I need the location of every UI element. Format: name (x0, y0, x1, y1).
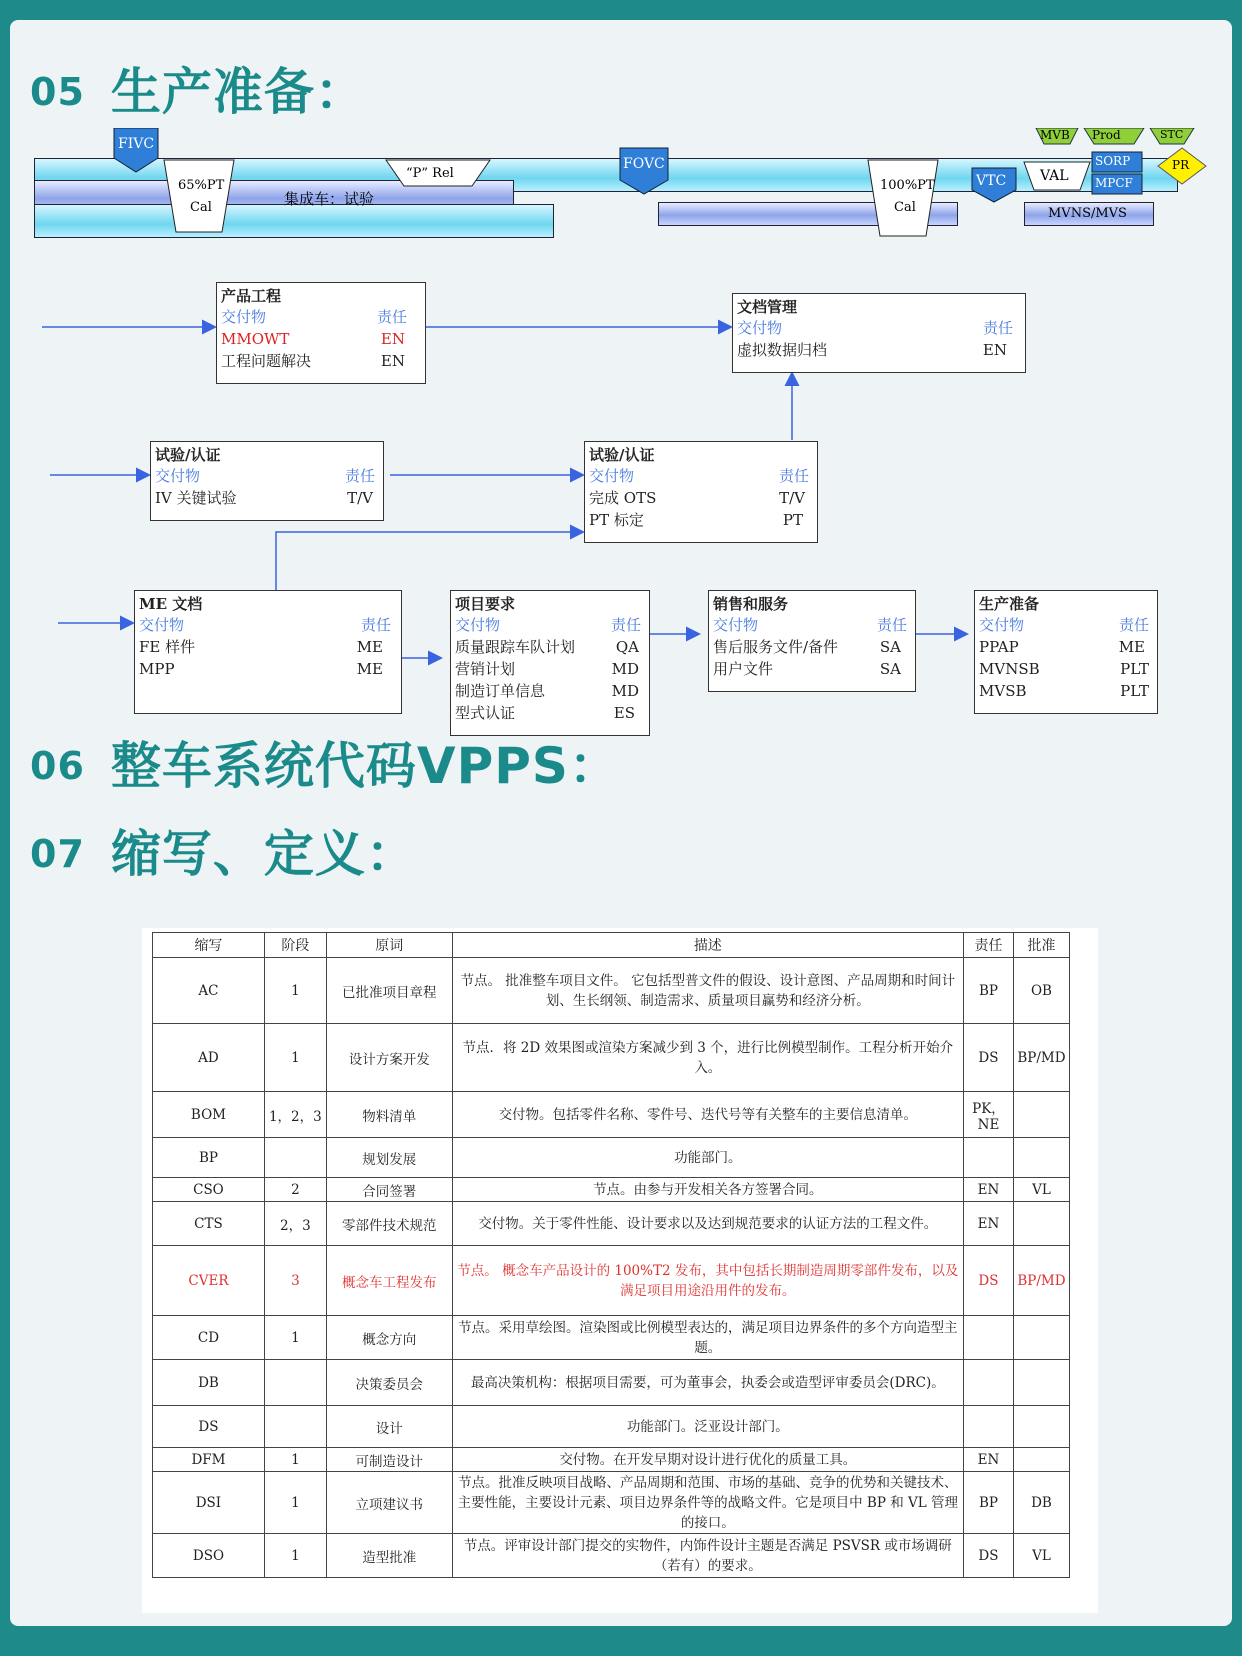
cell-resp: EN (963, 1202, 1013, 1246)
table-row (153, 1406, 1070, 1448)
owner-item: EN (982, 341, 1007, 359)
box-title: 试验/认证 (589, 446, 655, 464)
owner-item: MD (611, 682, 639, 700)
cal100-label-a: 100%PT (880, 178, 935, 193)
owner-header: 责任 (376, 308, 407, 326)
deliverable-item: PPAP (979, 638, 1019, 656)
table-row (153, 958, 1070, 1024)
cell-term: 零部件技术规范 (326, 1202, 452, 1246)
cell-appr (1013, 1092, 1069, 1138)
stc-label: STC (1160, 128, 1184, 141)
owner-item: EN (380, 330, 405, 348)
cell-resp: EN (963, 1448, 1013, 1472)
owner-item: PLT (1120, 660, 1149, 678)
cell-term: 可制造设计 (326, 1448, 452, 1472)
cell-appr: BP/MD (1013, 1024, 1069, 1092)
cell-appr (1013, 1202, 1069, 1246)
cell-abbr: CD (153, 1316, 265, 1360)
deliverable-item: FE 样件 (139, 638, 196, 656)
cell-desc: 节点。评审设计部门提交的实物件，内饰件设计主题是否满足 PSVSR 或市场调研（若有）的要求。 (452, 1534, 963, 1578)
cell-desc: 交付物。关于零件性能、设计要求以及达到规范要求的认证方法的工程文件。 (452, 1202, 963, 1246)
col-header-approval: 批准 (1013, 933, 1069, 958)
cell-resp: DS (963, 1246, 1013, 1316)
cell-abbr: AD (153, 1024, 265, 1092)
cell-abbr: AC (153, 958, 265, 1024)
cell-appr (1013, 1448, 1069, 1472)
cell-appr (1013, 1360, 1069, 1406)
document-management-box (732, 293, 1026, 373)
cell-phase: 1 (264, 1472, 326, 1534)
owner-header: 责任 (778, 467, 809, 485)
cell-phase (264, 1360, 326, 1406)
cell-desc: 节点．将 2D 效果图或渲染方案减少到 3 个，进行比例模型制作。工程分析开始介入。 (452, 1024, 963, 1092)
table-row (153, 1448, 1070, 1472)
deliverable-header: 交付物 (979, 616, 1025, 634)
cell-abbr: BP (153, 1138, 265, 1178)
cell-resp (963, 1360, 1013, 1406)
fovc-label: FOVC (623, 156, 665, 172)
cell-term: 合同签署 (326, 1178, 452, 1202)
cell-desc: 节点。 概念车产品设计的 100%T2 发布，其中包括长期制造周期零部件发布，以及满足项目用途沿用件的发布。 (452, 1246, 963, 1316)
deliverable-item: 质量跟踪车队计划 (455, 638, 576, 656)
deliverable-item: IV 关键试验 (155, 489, 237, 507)
cal100-label-b: Cal (894, 200, 916, 215)
abbreviation-table-panel (142, 928, 1098, 1613)
cell-resp: BP (963, 958, 1013, 1024)
cell-resp (963, 1406, 1013, 1448)
abbreviation-table (152, 932, 1070, 1578)
section-heading-07: 07 缩写、定义： (30, 825, 417, 883)
cell-desc: 交付物。包括零件名称、零件号、迭代号等有关整车的主要信息清单。 (452, 1092, 963, 1138)
col-header-responsible: 责任 (963, 933, 1013, 958)
table-row (153, 1534, 1070, 1578)
box-title: 生产准备 (979, 595, 1040, 613)
cell-resp: PK，NE (963, 1092, 1013, 1138)
owner-header: 责任 (982, 319, 1013, 337)
prel-label: “P” Rel (406, 166, 454, 181)
owner-item: EN (380, 352, 405, 370)
cell-appr: DB (1013, 1472, 1069, 1534)
cell-desc: 功能部门。泛亚设计部门。 (452, 1406, 963, 1448)
deliverable-item: 制造订单信息 (455, 682, 546, 700)
deliverable-item: MVNSB (979, 660, 1040, 678)
deliverable-item: MMOWT (221, 330, 290, 348)
table-row (153, 1202, 1070, 1246)
owner-item: SA (879, 638, 901, 656)
section-heading-06: 06 整车系统代码VPPS： (30, 737, 620, 795)
sales-service-box (708, 590, 916, 692)
deliverable-item: MVSB (979, 682, 1027, 700)
fivc-label: FIVC (118, 136, 155, 152)
cell-appr (1013, 1406, 1069, 1448)
owner-item: T/V (347, 489, 373, 507)
table-row (153, 1092, 1070, 1138)
table-row (153, 1138, 1070, 1178)
table-row (153, 1246, 1070, 1316)
deliverable-item: MPP (139, 660, 175, 678)
cell-phase: 1 (264, 1448, 326, 1472)
cell-term: 物料清单 (326, 1092, 452, 1138)
owner-item: ES (613, 704, 635, 722)
cell-abbr: DSO (153, 1534, 265, 1578)
cell-phase (264, 1406, 326, 1448)
cell-term: 规划发展 (326, 1138, 452, 1178)
prod-label: Prod (1092, 128, 1121, 142)
cell-phase: 1，2，3 (264, 1092, 326, 1138)
cal65-label-b: Cal (190, 200, 212, 215)
owner-item: MD (611, 660, 639, 678)
cell-desc: 节点。 批准整车项目文件。 它包括型普文件的假设、设计意图、产品周期和时间计划、生长纲领、制造需求、质量项目赢势和经济分析。 (452, 958, 963, 1024)
deliverable-item: 售后服务文件/备件 (713, 638, 839, 656)
box-title: 文档管理 (737, 298, 798, 316)
cell-appr (1013, 1138, 1069, 1178)
box-title: ME 文档 (139, 595, 203, 613)
cell-term: 设计 (326, 1406, 452, 1448)
mpcf-label: MPCF (1095, 176, 1133, 190)
owner-header: 责任 (876, 616, 907, 634)
cell-term: 立项建议书 (326, 1472, 452, 1534)
deliverable-header: 交付物 (155, 467, 201, 485)
deliverable-item: 用户文件 (713, 660, 774, 678)
product-engineering-box (216, 282, 426, 384)
deliverable-item: 营销计划 (455, 660, 516, 678)
owner-item: SA (879, 660, 901, 678)
col-header-description: 描述 (452, 933, 963, 958)
cell-desc: 节点。采用草绘图。渲染图或比例模型表达的，满足项目边界条件的多个方向造型主题。 (452, 1316, 963, 1360)
cell-abbr: CSO (153, 1178, 265, 1202)
table-row (153, 1316, 1070, 1360)
cell-term: 概念方向 (326, 1316, 452, 1360)
cell-phase: 2，3 (264, 1202, 326, 1246)
test-certification-box-left (150, 441, 384, 521)
cell-abbr: DS (153, 1406, 265, 1448)
box-title: 产品工程 (221, 287, 282, 305)
cell-term: 造型批准 (326, 1534, 452, 1578)
owner-header: 责任 (344, 467, 375, 485)
owner-header: 责任 (1118, 616, 1149, 634)
mvb-label: MVB (1040, 128, 1070, 142)
cell-resp: BP (963, 1472, 1013, 1534)
cell-appr: VL (1013, 1534, 1069, 1578)
cell-term: 已批准项目章程 (326, 958, 452, 1024)
deliverable-header: 交付物 (221, 308, 267, 326)
box-title: 项目要求 (455, 595, 516, 613)
cell-resp: EN (963, 1178, 1013, 1202)
owner-header: 责任 (610, 616, 641, 634)
cell-desc: 最高决策机构：根据项目需要，可为董事会，执委会或造型评审委员会(DRC)。 (452, 1360, 963, 1406)
production-preparation-box (974, 590, 1158, 714)
project-requirements-box (450, 590, 650, 736)
sorp-label: SORP (1095, 154, 1131, 168)
deliverable-header: 交付物 (713, 616, 759, 634)
col-header-term: 原词 (326, 933, 452, 958)
me-document-box (134, 590, 402, 714)
deliverable-header: 交付物 (455, 616, 501, 634)
owner-header: 责任 (360, 616, 391, 634)
cell-resp: DS (963, 1024, 1013, 1092)
cell-appr: VL (1013, 1178, 1069, 1202)
cell-desc: 节点。由参与开发相关各方签署合同。 (452, 1178, 963, 1202)
cell-resp (963, 1138, 1013, 1178)
cell-desc: 功能部门。 (452, 1138, 963, 1178)
cell-appr: BP/MD (1013, 1246, 1069, 1316)
box-title: 试验/认证 (155, 446, 221, 464)
owner-item: QA (615, 638, 639, 656)
cell-phase: 1 (264, 1024, 326, 1092)
col-header-phase: 阶段 (264, 933, 326, 958)
deliverable-header: 交付物 (139, 616, 185, 634)
cell-desc: 交付物。在开发早期对设计进行优化的质量工具。 (452, 1448, 963, 1472)
vtc-label: VTC (976, 173, 1007, 189)
table-row (153, 1024, 1070, 1092)
owner-item: ME (356, 638, 383, 656)
table-header-row (153, 933, 1070, 958)
table-row (153, 1178, 1070, 1202)
cell-term: 设计方案开发 (326, 1024, 452, 1092)
deliverable-item: PT 标定 (589, 511, 644, 529)
pr-label: PR (1172, 158, 1190, 172)
cell-phase: 1 (264, 958, 326, 1024)
val-label: VAL (1040, 168, 1069, 184)
cell-resp (963, 1316, 1013, 1360)
section-heading-05: 05 生产准备： (30, 63, 366, 121)
cell-phase: 1 (264, 1534, 326, 1578)
cell-abbr: CVER (153, 1246, 265, 1316)
cell-phase: 1 (264, 1316, 326, 1360)
col-header-abbr: 缩写 (153, 933, 265, 958)
test-certification-box-right (584, 441, 818, 543)
cell-abbr: CTS (153, 1202, 265, 1246)
cell-abbr: DFM (153, 1448, 265, 1472)
cell-appr (1013, 1316, 1069, 1360)
owner-item: PT (782, 511, 803, 529)
cell-resp: DS (963, 1534, 1013, 1578)
owner-item: ME (356, 660, 383, 678)
cell-abbr: BOM (153, 1092, 265, 1138)
cell-phase: 2 (264, 1178, 326, 1202)
cell-desc: 节点。批准反映项目战略、产品周期和范围、市场的基础、竞争的优势和关键技术、主要性能，主要设计元素、项目边界条件等的战略文件。它是项目中 BP 和 VL 管理的接口。 (452, 1472, 963, 1534)
box-title: 销售和服务 (713, 595, 789, 613)
cell-appr: OB (1013, 958, 1069, 1024)
table-row (153, 1360, 1070, 1406)
cell-abbr: DB (153, 1360, 265, 1406)
deliverable-header: 交付物 (589, 467, 635, 485)
cell-phase: 3 (264, 1246, 326, 1316)
cal65-label-a: 65%PT (178, 178, 225, 193)
cell-term: 概念车工程发布 (326, 1246, 452, 1316)
cell-phase (264, 1138, 326, 1178)
mvns-label: MVNS/MVS (1048, 206, 1127, 221)
owner-item: ME (1118, 638, 1145, 656)
integration-label: 集成车：试验 (284, 190, 375, 208)
cell-abbr: DSI (153, 1472, 265, 1534)
cell-term: 决策委员会 (326, 1360, 452, 1406)
deliverable-item: 工程问题解决 (221, 352, 312, 370)
table-row (153, 1472, 1070, 1534)
deliverable-header: 交付物 (737, 319, 783, 337)
owner-item: T/V (779, 489, 805, 507)
deliverable-item: 完成 OTS (589, 489, 657, 507)
deliverable-item: 虚拟数据归档 (737, 341, 828, 359)
owner-item: PLT (1120, 682, 1149, 700)
deliverable-item: 型式认证 (455, 704, 516, 722)
